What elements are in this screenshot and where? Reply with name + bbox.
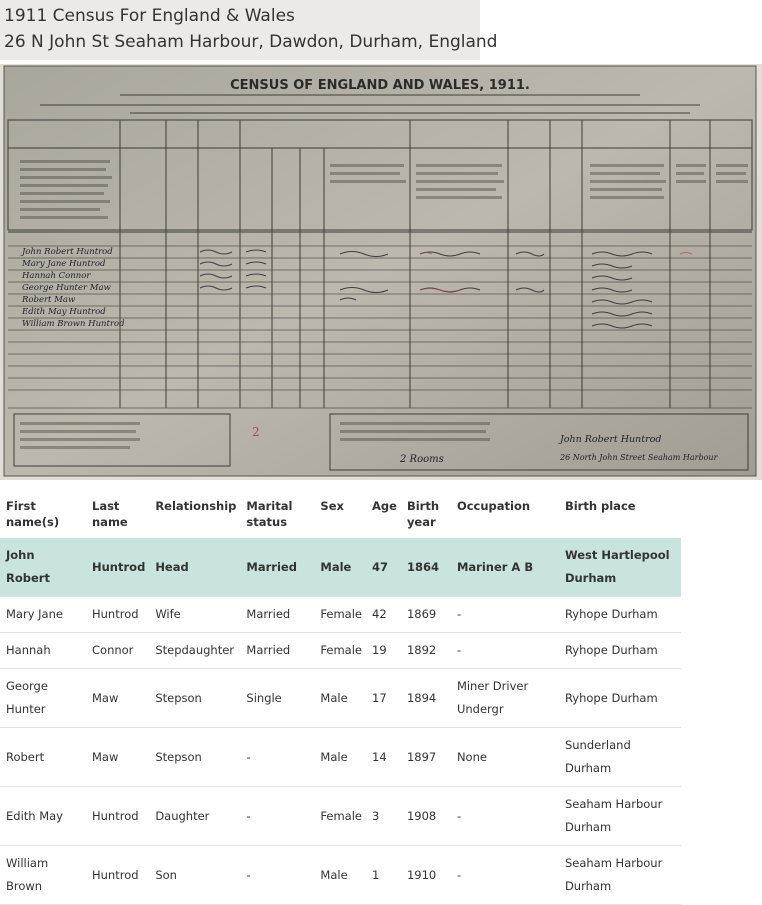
cell-age: 14 [366,728,401,787]
cell-last: Huntrod [86,597,149,633]
cell-birth-year: 1897 [401,728,451,787]
cell-birthplace: Seaham Harbour Durham [559,846,681,905]
cell-age: 19 [366,633,401,669]
cell-age: 17 [366,669,401,728]
cell-birthplace: Ryhope Durham [559,633,681,669]
cell-birth-year: 1910 [401,846,451,905]
cell-relationship: Stepson [149,669,240,728]
table-row[interactable] [0,846,681,905]
table-header-row [0,490,681,538]
cell-last: Huntrod [86,538,149,597]
census-transcription-table [0,490,681,905]
cell-marital: - [240,846,314,905]
cell-first: Mary Jane [0,597,86,633]
table-body [0,538,681,905]
page-header [0,0,498,60]
cell-last: Connor [86,633,149,669]
form-title: CENSUS OF ENGLAND AND WALES, 1911. [230,78,530,93]
cell-marital: Single [240,669,314,728]
table-row[interactable] [0,669,681,728]
cell-last: Huntrod [86,846,149,905]
col-birth-year: Birth year [406,499,440,529]
cell-marital: - [240,787,314,846]
scan-name-7: William Brown Huntrod [22,319,125,329]
cell-birthplace: Seaham Harbour Durham [559,787,681,846]
cell-occupation: - [451,787,559,846]
cell-relationship: Son [149,846,240,905]
col-age: Age [372,499,397,513]
cell-sex: Male [314,669,366,728]
table-row[interactable] [0,633,681,669]
cell-last: Maw [86,728,149,787]
scan-postal-address: 26 North John Street Seaham Harbour [560,453,718,462]
cell-birthplace: Ryhope Durham [559,597,681,633]
census-scan-image [0,64,762,480]
cell-marital: - [240,728,314,787]
scan-name-1: John Robert Huntrod [22,247,113,257]
scan-name-4: George Hunter Maw [22,283,111,293]
cell-sex: Male [314,846,366,905]
table-row[interactable] [0,787,681,846]
cell-sex: Female [314,787,366,846]
page-title: 1911 Census For England & Wales [4,6,295,26]
cell-age: 42 [366,597,401,633]
cell-relationship: Head [149,538,240,597]
cell-birthplace: Sunderland Durham [559,728,681,787]
cell-marital: Married [240,597,314,633]
cell-relationship: Wife [149,597,240,633]
cell-last: Huntrod [86,787,149,846]
cell-first: Robert [0,728,86,787]
cell-age: 3 [366,787,401,846]
cell-relationship: Stepdaughter [149,633,240,669]
svg-text:2 Rooms: 2 Rooms [400,454,444,465]
scan-name-2: Mary Jane Huntrod [22,259,106,269]
cell-sex: Female [314,633,366,669]
scan-name-3: Hannah Connor [22,271,91,281]
cell-sex: Male [314,538,366,597]
cell-sex: Male [314,728,366,787]
table-row[interactable] [0,728,681,787]
col-birth-place: Birth place [564,499,636,513]
cell-sex: Female [314,597,366,633]
svg-text:2: 2 [252,425,260,439]
cell-first: Hannah [0,633,86,669]
col-occupation: Occupation [456,499,531,513]
cell-birthplace: Ryhope Durham [559,669,681,728]
col-last-name: Last name [92,499,128,529]
cell-relationship: Daughter [149,787,240,846]
col-marital-status: Marital status [246,499,293,529]
cell-occupation: - [451,633,559,669]
cell-occupation: - [451,846,559,905]
cell-occupation: Mariner A B [451,538,559,597]
table-row[interactable] [0,597,681,633]
cell-age: 1 [366,846,401,905]
cell-marital: Married [240,538,314,597]
cell-occupation: None [451,728,559,787]
col-sex: Sex [320,499,344,513]
page-subtitle-address: 26 N John St Seaham Harbour, Dawdon, Durham, England [4,32,498,52]
cell-occupation: Miner Driver Undergr [451,669,559,728]
cell-birth-year: 1908 [401,787,451,846]
scan-name-6: Edith May Huntrod [22,307,106,317]
cell-birth-year: 1869 [401,597,451,633]
cell-marital: Married [240,633,314,669]
cell-first: John Robert [0,538,86,597]
scan-name-5: Robert Maw [22,295,76,305]
cell-birth-year: 1864 [401,538,451,597]
cell-first: William Brown [0,846,86,905]
col-relationship: Relationship [155,499,237,513]
cell-age: 47 [366,538,401,597]
cell-birth-year: 1894 [401,669,451,728]
cell-birth-year: 1892 [401,633,451,669]
table-row[interactable] [0,538,681,597]
cell-first: George Hunter [0,669,86,728]
col-first-names: First name(s) [6,499,60,529]
cell-first: Edith May [0,787,86,846]
cell-relationship: Stepson [149,728,240,787]
cell-last: Maw [86,669,149,728]
cell-occupation: - [451,597,559,633]
cell-birthplace: West Hartlepool Durham [559,538,681,597]
scan-signature: John Robert Huntrod [560,434,662,445]
